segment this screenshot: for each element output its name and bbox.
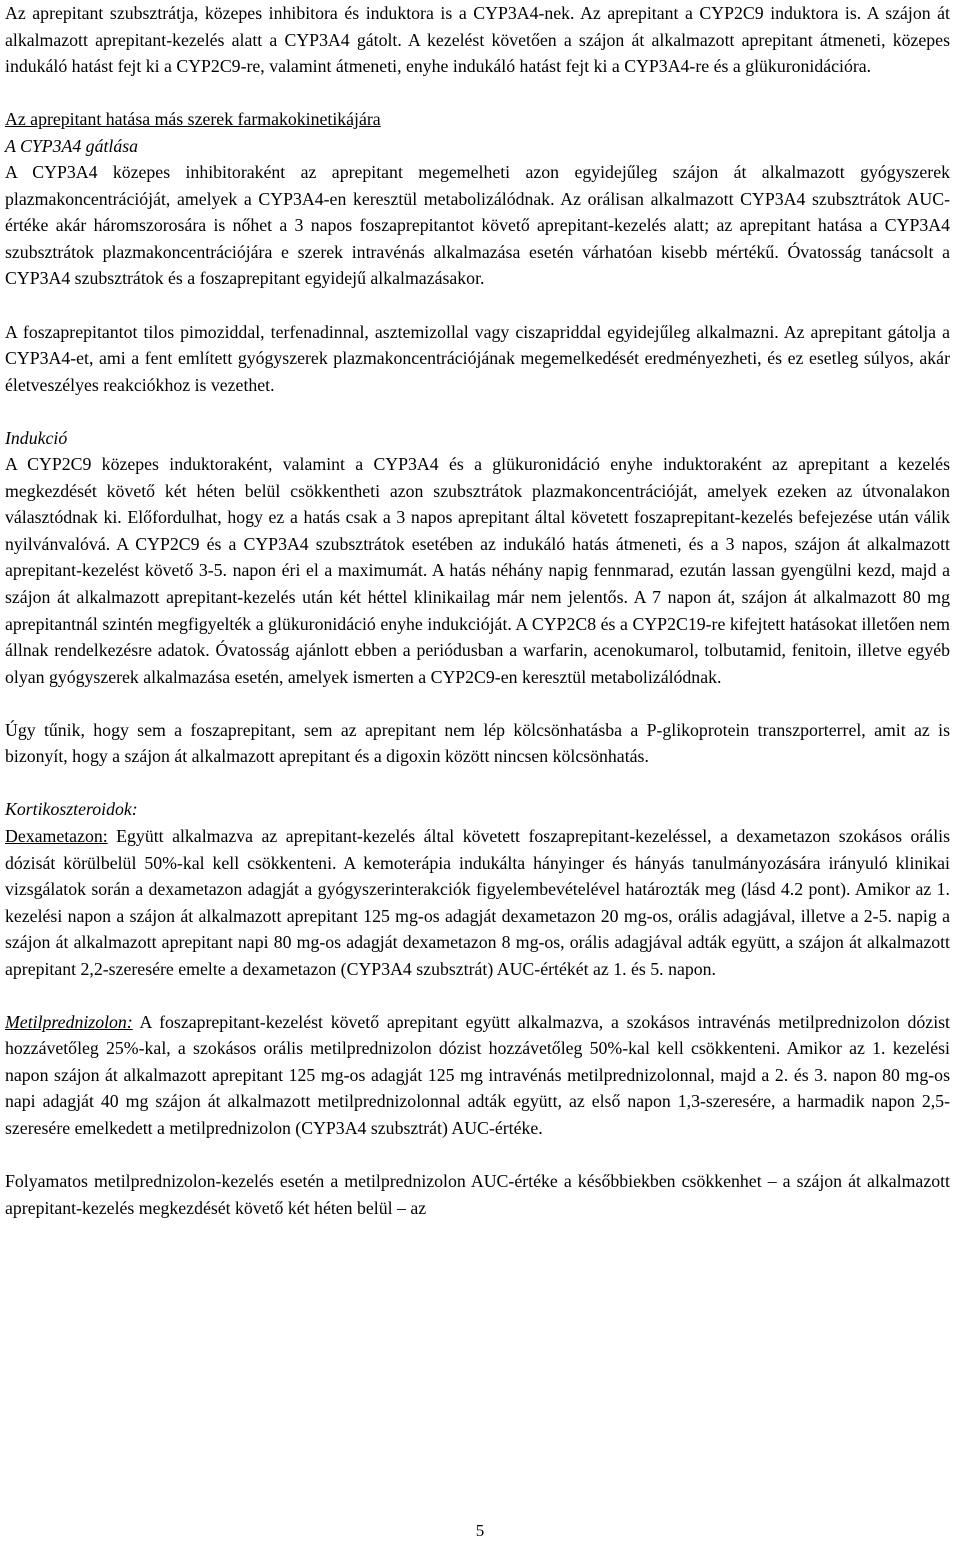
intro-paragraph: Az aprepitant szubsztrátja, közepes inhibitora és induktora is a CYP3A4-nek. Az aprepitant a CYP2C9 induktora is. A szájon át alkalmazott aprepitant-kezelés alatt a CYP3A4 gátolt. A kezelést követően a szájon át alkalmazott aprepitant átmeneti, közepes indukáló hatást fejt ki a CYP2C9-re, valamint átmeneti, enyhe indukáló hatást fejt ki a CYP3A4-re és a glükuronidációra. [5,3,950,77]
contraindication-paragraph: A foszaprepitantot tilos pimoziddal, terfenadinnal, asztemizollal vagy ciszapriddal egyidejűleg alkalmazni. Az aprepitant gátolja a CYP3A4-et, ami a fent említett gyógyszerek plazmakoncentrációjának megemelkedését eredményezheti, és ez esetleg súlyos, akár életveszélyes reakciókhoz is vezethet. [5,321,950,395]
section-heading: Az aprepitant hatása más szerek farmakokinetikájára [5,109,381,130]
induction-paragraph: A CYP2C9 közepes induktoraként, valamint a CYP3A4 és a glükuronidáció enyhe induktoraként az aprepitant a kezelés megkezdését követő két héten belül csökkentheti azon szubsztrátok plazmakoncentrációját, amelyek ezeken az útvonalakon választódnak ki. Előfordulhat, hogy ez a hatás csak a 3 napos aprepitant által követett foszaprepitant-kezelés befejezése után válik nyilvánvalóvá. A CYP2C9 és a CYP3A4 szubsztrátok esetében az indukáló hatás átmeneti, és a 3 napos, szájon át alkalmazott aprepitant-kezelést követő 3-5. napon éri el a maximumát. A hatás néhány napig fennmarad, ezután lassan gyengülni kezd, majd a szájon át alkalmazott aprepitant-kezelés után két héttel klinikailag már nem jelentős. A 7 napon át, szájon át alkalmazott 80 mg aprepitantnál szintén megfigyelték a glükuronidáció enyhe indukcióját. A CYP2C8 és a CYP2C19-re kifejtett hatásokat illetően nem állnak rendelkezésre adatok. Óvatosság ajánlott ebben a periódusban a warfarin, acenokumarol, tolbutamid, fenitoin, illetve egyéb olyan gyógyszerek alkalmazása esetén, amelyek ismerten a CYP2C9-en keresztül metabolizálódnak. [5,454,950,687]
dexamethasone-label: Dexametazon: [5,825,108,846]
methylprednisolone-label: Metilprednizolon: [5,1011,133,1032]
continuation-paragraph: Folyamatos metilprednizolon-kezelés esetén a metilprednizolon AUC-értéke a későbbiekben csökkenhet – a szájon át alkalmazott aprepitant-kezelés megkezdését követő két héten belül – az [5,1171,950,1218]
corticosteroids-heading: Kortikoszteroidok: [5,799,138,820]
cyp3a4-inhibition-paragraph: A CYP3A4 közepes inhibitoraként az aprepitant megemelheti azon egyidejűleg szájon át alkalmazott gyógyszerek plazmakoncentrációját, amelyek a CYP3A4-en keresztül metabolizálódnak. Az orálisan alkalmazott CYP3A4 szubsztrátok AUC-értéke akár háromszorosára is nőhet a 3 napos foszaprepitantot követő aprepitant-kezelés alatt; az aprepitant hatása a CYP3A4 szubsztrátok plazmakoncentrációjára e szerek intravénás alkalmazása esetén várhatóan kisebb mértékű. Óvatosság tanácsolt a CYP3A4 szubsztrátok és a foszaprepitant egyidejű alkalmazásakor. [5,162,950,289]
dexamethasone-paragraph [5,823,950,982]
methylprednisolone-paragraph [5,1009,950,1142]
spacer [5,80,950,107]
pgp-paragraph: Úgy tűnik, hogy sem a foszaprepitant, sem az aprepitant nem lép kölcsönhatásba a P-glikoprotein transzporterrel, amit az is bizonyít, hogy a szájon át alkalmazott aprepitant és a digoxin között nincsen kölcsönhatás. [5,719,950,767]
page-number: 5 [475,1521,485,1540]
document-page [5,0,950,1221]
section-subheading: A CYP3A4 gátlása [5,135,139,156]
methylprednisolone-text: A foszaprepitant-kezelést követő aprepitant együtt alkalmazva, a szokásos intravénás metilprednizolon dózist hozzávetőleg 25%-kal, a szokásos orális metilprednizolon dózist hozzávetőleg 50%-kal kell csökkenteni. Amikor az 1. kezelési napon szájon át alkalmazott aprepitant 125 mg-os adagját 125 mg intravénás metilprednizolonnal, majd a 2. és 3. napon 80 mg-os napi adagját 40 mg szájon át alkalmazott metilprednizolonnal adták együtt, az első napon 1,3-szeresére, a harmadik napon 2,5-szeresére emelkedett a metilprednizolon (CYP3A4 szubsztrát) AUC-értéke. [5,1011,950,1138]
dexamethasone-text: Együtt alkalmazva az aprepitant-kezelés által követett foszaprepitant-kezeléssel, a dexametazon szokásos orális dózisát körülbelül 50%-kal kell csökkenteni. A kemoterápia indukálta hányinger és hányás tanulmányozására irányuló klinikai vizsgálatok során a dexametazon adagját a gyógyszerinterakciók figyelembevételével határozták meg (lásd 4.2 pont). Amikor az 1. kezelési napon a szájon át alkalmazott aprepitant 125 mg-os adagját dexametazon 20 mg-os, orális adagjával, illetve a 2-5. napig a szájon át alkalmazott aprepitant napi 80 mg-os adagját dexametazon 8 mg-os, orális adagjával adták együtt, a szájon át alkalmazott aprepitant 2,2-szeresére emelte a dexametazon (CYP3A4 szubsztrát) AUC-értékét az 1. és 5. napon. [5,825,950,979]
induction-heading: Indukció [5,427,68,448]
